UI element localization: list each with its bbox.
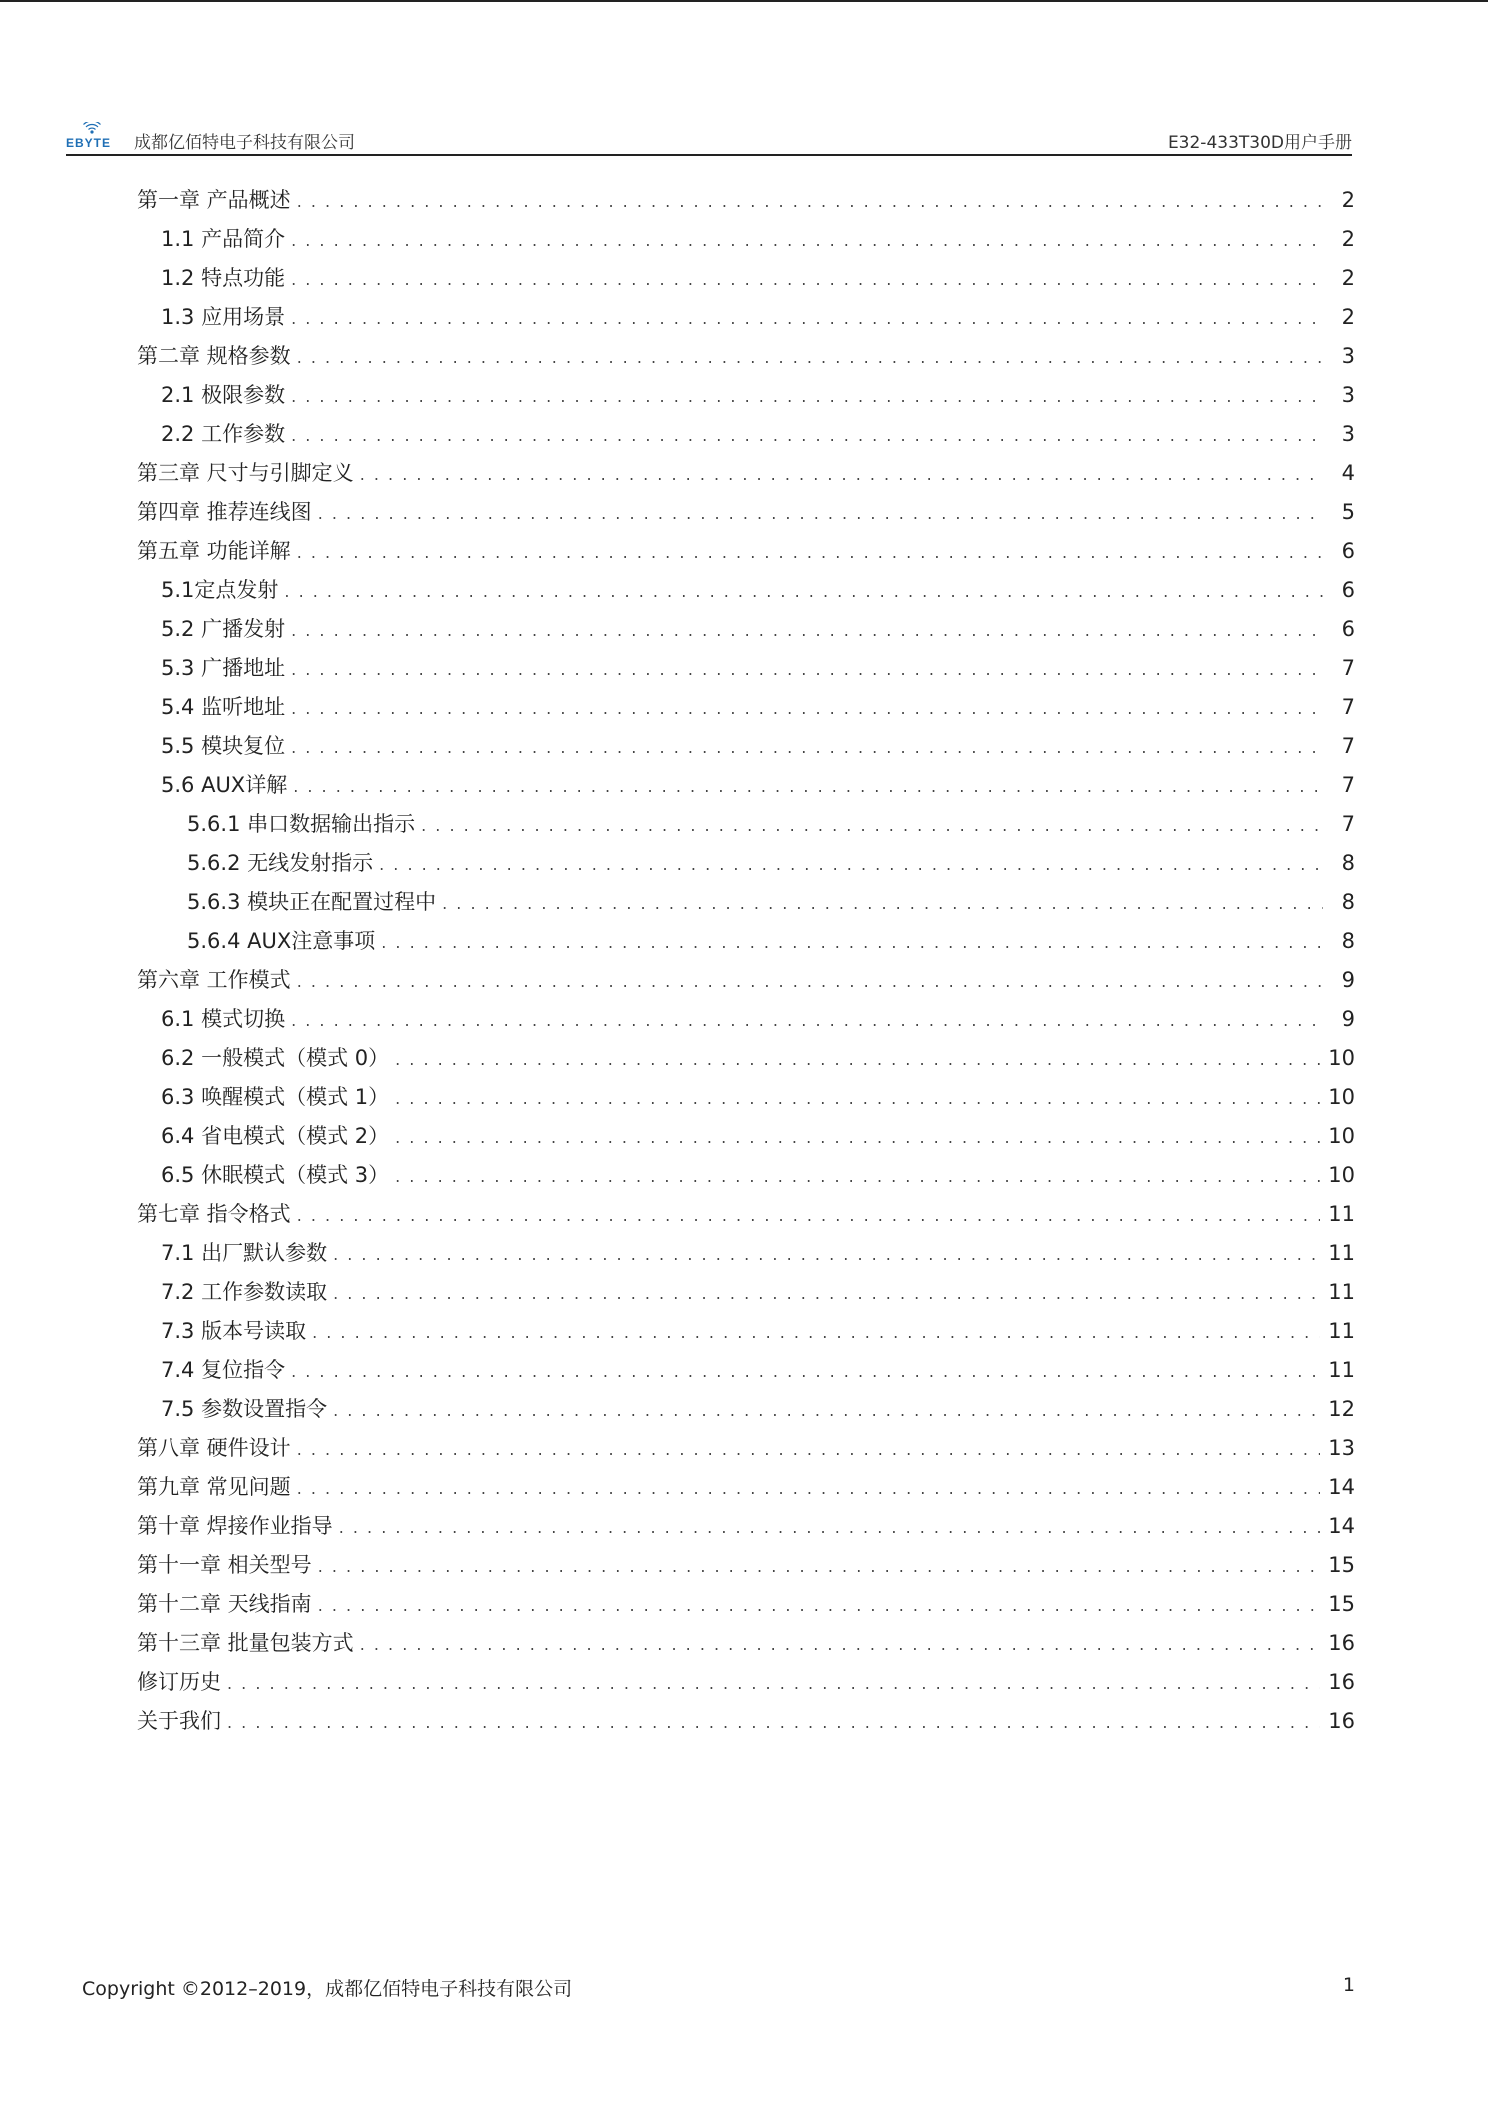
toc-entry-title: 第十一章 相关型号 xyxy=(137,1553,312,1577)
toc-entry-title: 5.6.2 无线发射指示 xyxy=(187,851,374,875)
header-company-name: 成都亿佰特电子科技有限公司 xyxy=(134,133,355,153)
toc-entry-page: 7 xyxy=(1341,812,1355,836)
toc-entry-title: 第四章 推荐连线图 xyxy=(137,500,312,524)
toc-dot-leader xyxy=(360,455,1323,494)
toc-entry-title: 第八章 硬件设计 xyxy=(137,1436,291,1460)
toc-entry[interactable] xyxy=(137,181,1355,220)
toc-entry-title: 5.6 AUX详解 xyxy=(161,773,288,797)
toc-entry-page: 11 xyxy=(1328,1202,1355,1226)
toc-entry-page: 11 xyxy=(1328,1280,1355,1304)
toc-entry-page: 3 xyxy=(1341,344,1355,368)
toc-entry-page: 8 xyxy=(1341,890,1355,914)
toc-dot-leader xyxy=(291,1001,1323,1040)
toc-entry[interactable] xyxy=(137,961,1355,1000)
toc-dot-leader xyxy=(333,1274,1320,1313)
toc-entry[interactable] xyxy=(137,415,1355,454)
toc-entry[interactable] xyxy=(137,922,1355,961)
page-top-border xyxy=(0,0,1488,2)
toc-entry-page: 12 xyxy=(1328,1397,1355,1421)
toc-dot-leader xyxy=(291,1352,1320,1391)
toc-entry[interactable] xyxy=(137,259,1355,298)
toc-entry[interactable] xyxy=(137,1117,1355,1156)
toc-entry[interactable] xyxy=(137,454,1355,493)
toc-entry[interactable] xyxy=(137,1351,1355,1390)
ebyte-logo xyxy=(66,122,118,152)
toc-entry-title: 第二章 规格参数 xyxy=(137,344,291,368)
toc-dot-leader xyxy=(297,182,1323,221)
toc-entry-title: 5.6.3 模块正在配置过程中 xyxy=(187,890,437,914)
toc-entry[interactable] xyxy=(137,883,1355,922)
toc-entry-title: 7.1 出厂默认参数 xyxy=(161,1241,328,1265)
toc-dot-leader xyxy=(318,1547,1321,1586)
toc-entry-title: 2.2 工作参数 xyxy=(161,422,286,446)
toc-entry[interactable] xyxy=(137,1507,1355,1546)
toc-entry-page: 2 xyxy=(1341,305,1355,329)
toc-entry-title: 5.3 广播地址 xyxy=(161,656,286,680)
toc-dot-leader xyxy=(291,377,1323,416)
table-of-contents xyxy=(137,181,1355,1741)
toc-dot-leader xyxy=(291,650,1323,689)
toc-entry-title: 1.2 特点功能 xyxy=(161,266,286,290)
toc-entry-title: 第十章 焊接作业指导 xyxy=(137,1514,333,1538)
toc-entry-title: 5.5 模块复位 xyxy=(161,734,286,758)
toc-dot-leader xyxy=(395,1118,1320,1157)
toc-entry-title: 第九章 常见问题 xyxy=(137,1475,291,1499)
toc-entry[interactable] xyxy=(137,1039,1355,1078)
toc-entry-page: 10 xyxy=(1328,1046,1355,1070)
toc-entry-page: 9 xyxy=(1341,1007,1355,1031)
toc-entry[interactable] xyxy=(137,376,1355,415)
toc-entry-page: 7 xyxy=(1341,773,1355,797)
toc-entry-title: 第一章 产品概述 xyxy=(137,188,291,212)
toc-entry-page: 3 xyxy=(1341,383,1355,407)
toc-entry[interactable] xyxy=(137,766,1355,805)
toc-entry-page: 7 xyxy=(1341,695,1355,719)
toc-entry-title: 6.3 唤醒模式（模式 1） xyxy=(161,1085,390,1109)
toc-entry-title: 5.2 广播发射 xyxy=(161,617,286,641)
toc-entry-page: 14 xyxy=(1328,1514,1355,1538)
toc-entry[interactable] xyxy=(137,1585,1355,1624)
toc-entry-title: 6.2 一般模式（模式 0） xyxy=(161,1046,390,1070)
toc-entry-title: 第十二章 天线指南 xyxy=(137,1592,312,1616)
wireless-signal-icon xyxy=(80,122,104,136)
toc-entry-page: 10 xyxy=(1328,1124,1355,1148)
toc-entry-title: 1.1 产品简介 xyxy=(161,227,286,251)
toc-dot-leader xyxy=(297,533,1323,572)
footer-page-number: 1 xyxy=(1342,1974,1355,1996)
header-manual-title: E32-433T30D用户手册 xyxy=(1167,133,1352,153)
toc-entry[interactable] xyxy=(137,1429,1355,1468)
header-divider xyxy=(66,154,1352,156)
toc-dot-leader xyxy=(227,1664,1320,1703)
toc-entry-page: 7 xyxy=(1341,734,1355,758)
toc-entry[interactable] xyxy=(137,1078,1355,1117)
toc-entry[interactable] xyxy=(137,571,1355,610)
toc-dot-leader xyxy=(333,1391,1320,1430)
toc-entry-title: 修订历史 xyxy=(137,1670,221,1694)
toc-dot-leader xyxy=(291,299,1323,338)
toc-dot-leader xyxy=(421,806,1323,845)
toc-dot-leader xyxy=(395,1157,1320,1196)
toc-entry-title: 7.3 版本号读取 xyxy=(161,1319,307,1343)
footer-copyright: Copyright ©2012–2019，成都亿佰特电子科技有限公司 xyxy=(82,1978,573,2000)
toc-dot-leader xyxy=(297,962,1323,1001)
toc-entry[interactable] xyxy=(137,337,1355,376)
toc-entry-page: 10 xyxy=(1328,1163,1355,1187)
toc-entry-page: 6 xyxy=(1341,617,1355,641)
toc-entry-title: 6.5 休眠模式（模式 3） xyxy=(161,1163,390,1187)
toc-entry-title: 第三章 尺寸与引脚定义 xyxy=(137,461,354,485)
toc-dot-leader xyxy=(297,1469,1321,1508)
toc-entry-page: 4 xyxy=(1341,461,1355,485)
toc-entry[interactable] xyxy=(137,1468,1355,1507)
toc-entry[interactable] xyxy=(137,805,1355,844)
toc-entry-title: 1.3 应用场景 xyxy=(161,305,286,329)
toc-entry-page: 2 xyxy=(1341,227,1355,251)
toc-entry[interactable] xyxy=(137,298,1355,337)
toc-entry-title: 5.6.1 串口数据输出指示 xyxy=(187,812,416,836)
toc-entry-title: 6.4 省电模式（模式 2） xyxy=(161,1124,390,1148)
toc-entry-title: 5.1定点发射 xyxy=(161,578,279,602)
toc-dot-leader xyxy=(297,1196,1321,1235)
toc-entry-title: 第六章 工作模式 xyxy=(137,968,291,992)
toc-entry-title: 第五章 功能详解 xyxy=(137,539,291,563)
toc-entry[interactable] xyxy=(137,1663,1355,1702)
toc-dot-leader xyxy=(333,1235,1320,1274)
toc-entry-page: 11 xyxy=(1328,1319,1355,1343)
toc-entry-page: 14 xyxy=(1328,1475,1355,1499)
toc-dot-leader xyxy=(312,1313,1320,1352)
toc-dot-leader xyxy=(395,1079,1320,1118)
toc-dot-leader xyxy=(381,923,1323,962)
toc-entry[interactable] xyxy=(137,532,1355,571)
toc-dot-leader xyxy=(227,1703,1320,1742)
toc-entry-page: 6 xyxy=(1341,578,1355,602)
toc-entry-page: 10 xyxy=(1328,1085,1355,1109)
toc-dot-leader xyxy=(293,767,1323,806)
page-header xyxy=(66,118,1352,156)
toc-entry-page: 3 xyxy=(1341,422,1355,446)
toc-entry-page: 13 xyxy=(1328,1436,1355,1460)
toc-entry[interactable] xyxy=(137,1312,1355,1351)
toc-entry-title: 7.2 工作参数读取 xyxy=(161,1280,328,1304)
toc-entry-title: 2.1 极限参数 xyxy=(161,383,286,407)
toc-dot-leader xyxy=(360,1625,1321,1664)
toc-entry[interactable] xyxy=(137,1234,1355,1273)
toc-entry-title: 关于我们 xyxy=(137,1709,221,1733)
toc-entry-title: 第七章 指令格式 xyxy=(137,1202,291,1226)
toc-entry[interactable] xyxy=(137,1000,1355,1039)
toc-entry[interactable] xyxy=(137,1273,1355,1312)
toc-dot-leader xyxy=(318,1586,1321,1625)
toc-entry-page: 8 xyxy=(1341,929,1355,953)
toc-entry[interactable] xyxy=(137,220,1355,259)
toc-dot-leader xyxy=(291,728,1323,767)
toc-entry-page: 15 xyxy=(1328,1553,1355,1577)
toc-entry-title: 7.5 参数设置指令 xyxy=(161,1397,328,1421)
toc-entry-page: 6 xyxy=(1341,539,1355,563)
toc-entry[interactable] xyxy=(137,688,1355,727)
toc-entry-page: 7 xyxy=(1341,656,1355,680)
toc-entry-title: 5.6.4 AUX注意事项 xyxy=(187,929,376,953)
toc-dot-leader xyxy=(395,1040,1320,1079)
toc-entry[interactable] xyxy=(137,1624,1355,1663)
logo-text: EBYTE xyxy=(66,136,112,150)
toc-entry-page: 16 xyxy=(1328,1631,1355,1655)
toc-entry[interactable] xyxy=(137,1546,1355,1585)
toc-entry-page: 9 xyxy=(1341,968,1355,992)
toc-entry-page: 5 xyxy=(1341,500,1355,524)
toc-entry[interactable] xyxy=(137,727,1355,766)
toc-entry-title: 5.4 监听地址 xyxy=(161,695,286,719)
toc-dot-leader xyxy=(297,1430,1321,1469)
toc-entry-page: 11 xyxy=(1328,1241,1355,1265)
toc-entry-page: 2 xyxy=(1341,188,1355,212)
toc-entry-page: 16 xyxy=(1328,1670,1355,1694)
toc-dot-leader xyxy=(339,1508,1321,1547)
toc-dot-leader xyxy=(297,338,1323,377)
toc-entry[interactable] xyxy=(137,1156,1355,1195)
toc-entry[interactable] xyxy=(137,844,1355,883)
toc-entry[interactable] xyxy=(137,1390,1355,1429)
toc-dot-leader xyxy=(291,611,1323,650)
toc-entry-page: 16 xyxy=(1328,1709,1355,1733)
toc-entry-page: 8 xyxy=(1341,851,1355,875)
toc-dot-leader xyxy=(291,221,1323,260)
toc-dot-leader xyxy=(318,494,1323,533)
toc-dot-leader xyxy=(291,689,1323,728)
toc-dot-leader xyxy=(284,572,1323,611)
toc-dot-leader xyxy=(291,416,1323,455)
toc-entry-title: 6.1 模式切换 xyxy=(161,1007,286,1031)
toc-entry[interactable] xyxy=(137,1702,1355,1741)
toc-entry-page: 2 xyxy=(1341,266,1355,290)
toc-entry[interactable] xyxy=(137,1195,1355,1234)
toc-entry-title: 第十三章 批量包装方式 xyxy=(137,1631,354,1655)
toc-entry[interactable] xyxy=(137,610,1355,649)
toc-entry[interactable] xyxy=(137,493,1355,532)
toc-dot-leader xyxy=(379,845,1323,884)
toc-entry-title: 7.4 复位指令 xyxy=(161,1358,286,1382)
page-footer xyxy=(82,1974,1355,2002)
toc-entry-page: 15 xyxy=(1328,1592,1355,1616)
toc-dot-leader xyxy=(442,884,1323,923)
toc-dot-leader xyxy=(291,260,1323,299)
toc-entry[interactable] xyxy=(137,649,1355,688)
toc-entry-page: 11 xyxy=(1328,1358,1355,1382)
